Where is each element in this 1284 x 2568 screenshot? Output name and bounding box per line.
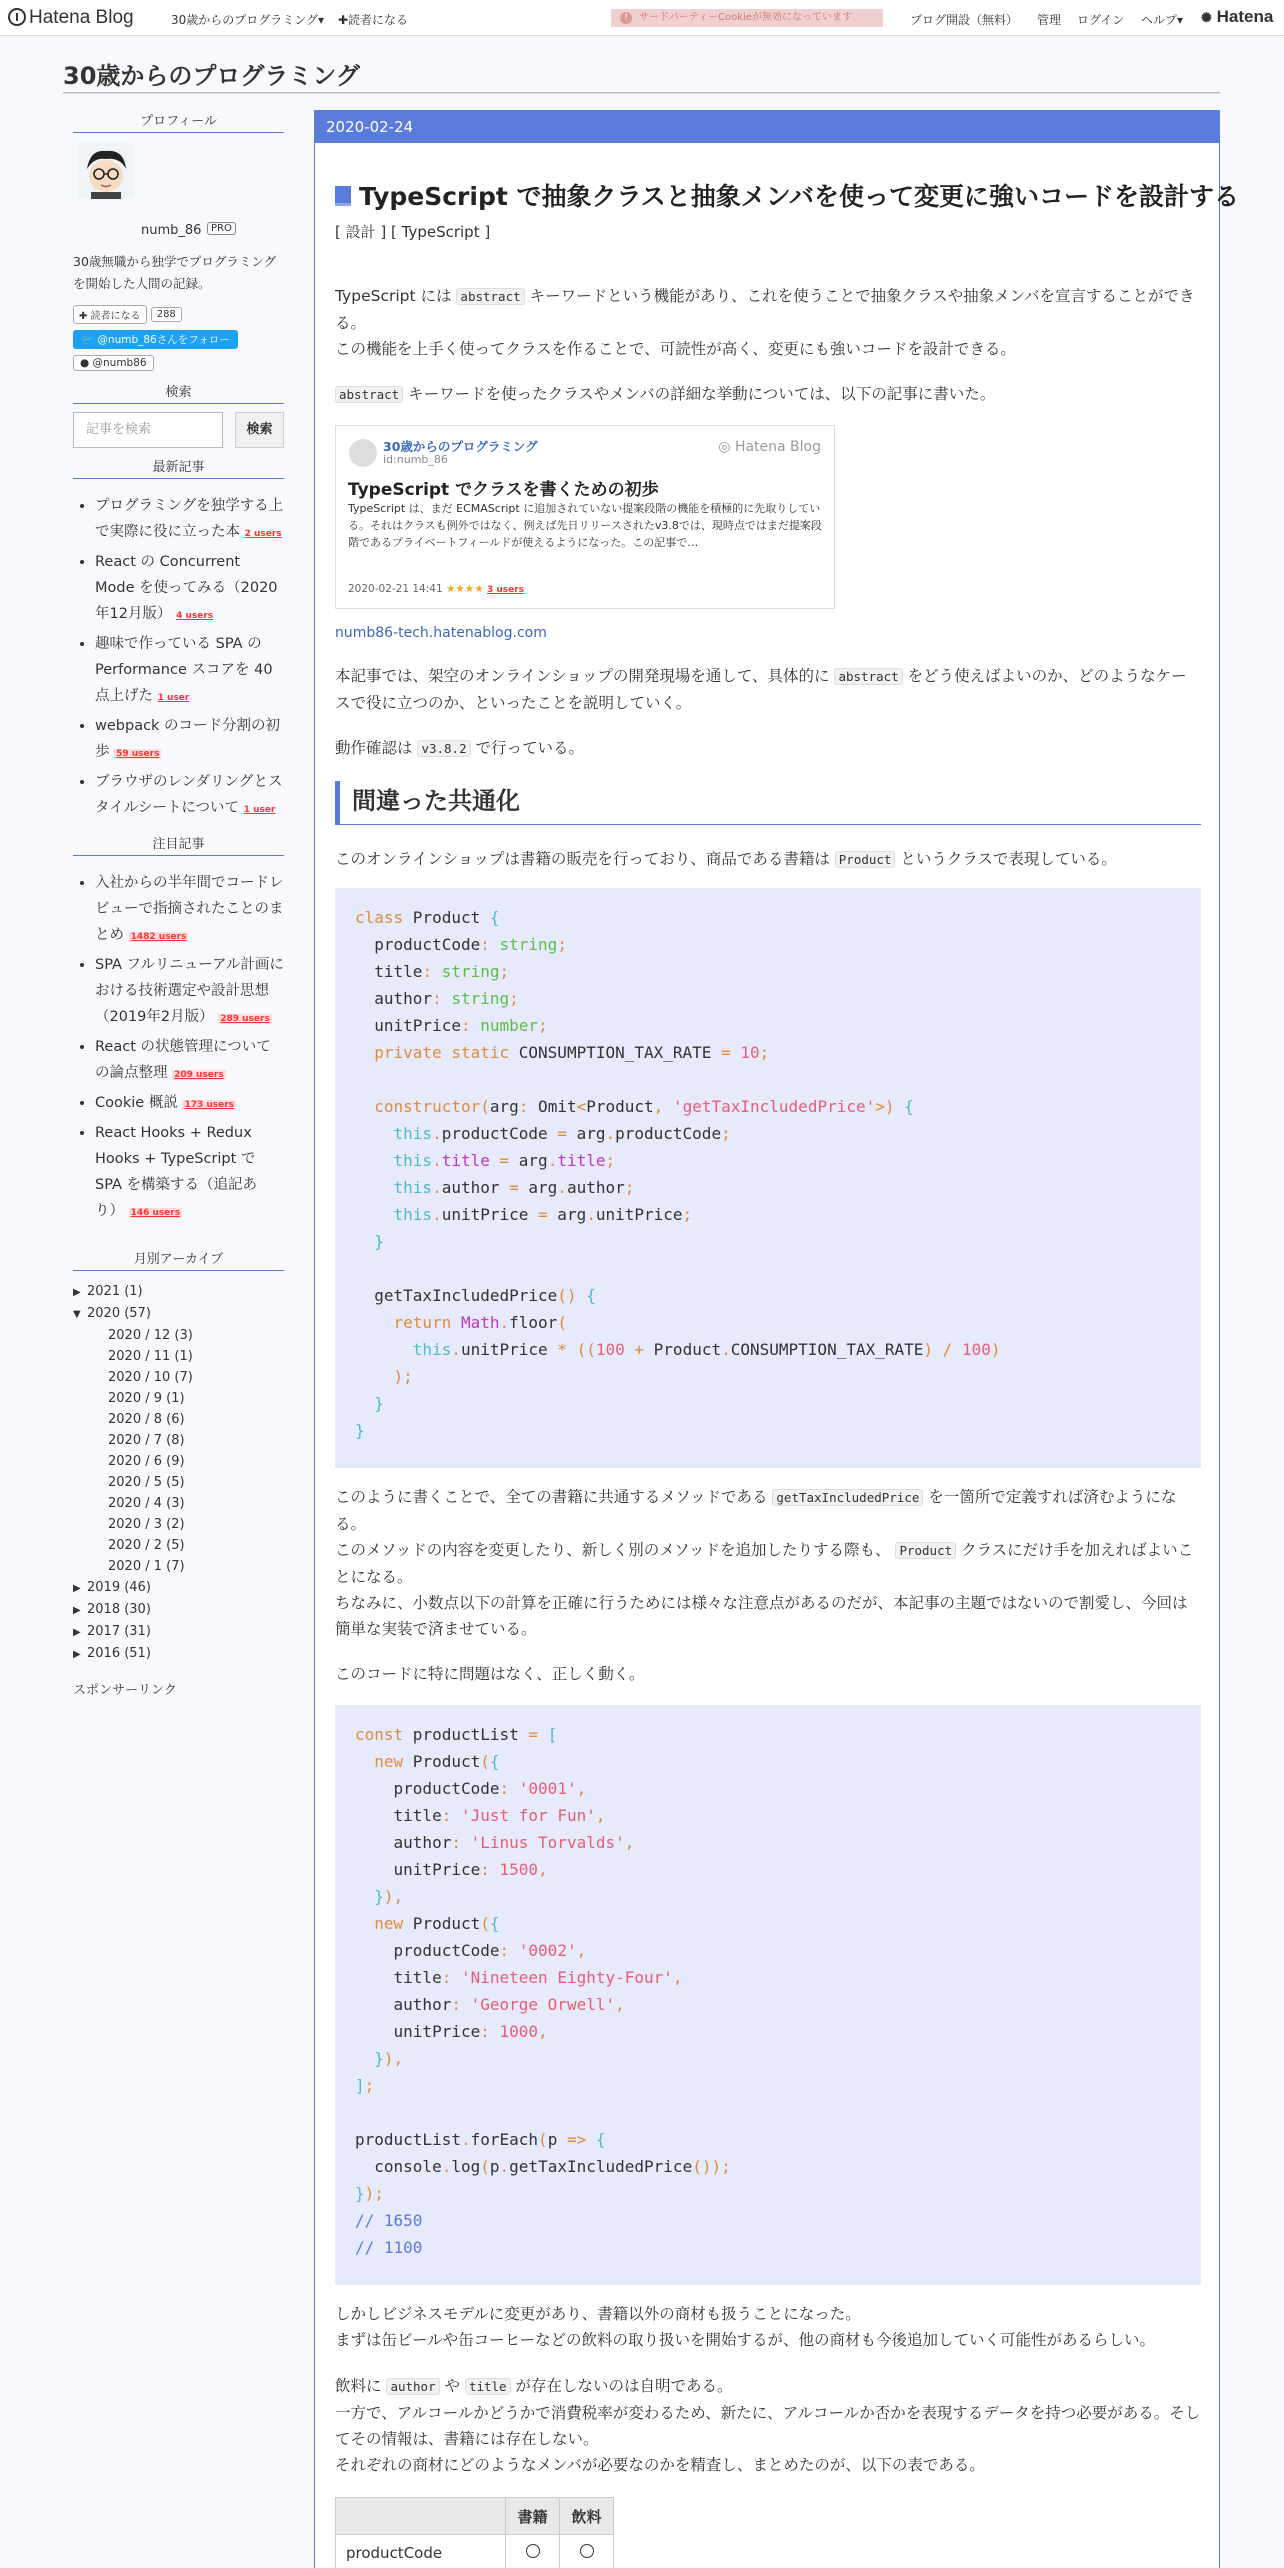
search-button[interactable]: 検索: [235, 412, 284, 448]
article-link[interactable]: SPA フルリニューアル計画における技術選定や設計思想（2019年2月版）: [95, 957, 284, 1025]
article-list-item[interactable]: [95, 1090, 284, 1118]
bookmark-count[interactable]: 173 users: [184, 1100, 235, 1110]
cookie-notice[interactable]: ! サードパーティーCookieが無効になっています: [611, 9, 883, 27]
github-button[interactable]: ● @numb86: [73, 355, 154, 371]
hatena-logo[interactable]: ✺ Hatena: [1201, 7, 1274, 26]
code-block-product-list[interactable]: const productList = [ new Product({ productCode: '0001', title: 'Just for Fun', author: 'Linus Torvalds', unitPrice: 1500, }), new Product({ productCode: '0002', title: 'Nineteen Eighty-Four', author: 'George Orwell', unitPrice: 1000, }), ]; productList.forEach(p => { console.log(p.getTaxIncludedPrice()); }); // 1650 // 1100: [335, 1705, 1201, 2285]
article-list-item[interactable]: [95, 870, 284, 950]
card-meta: 2020-02-21 14:41 ★★★★ 3 users: [348, 583, 525, 595]
open-blog-link[interactable]: ブログ開設（無料）: [910, 13, 1019, 27]
search-input[interactable]: 記事を検索: [73, 412, 223, 448]
article: [314, 110, 1240, 2568]
card-source-link[interactable]: numb86-tech.hatenablog.com: [335, 625, 547, 641]
article-link[interactable]: Cookie 概説: [95, 1095, 183, 1111]
bookmark-count[interactable]: 1482 users: [130, 932, 187, 942]
bookmark-count[interactable]: 146 users: [130, 1208, 181, 1218]
avatar-image: [78, 143, 134, 199]
card-user-id: id:numb_86: [383, 453, 448, 466]
paragraph-intro2: abstract キーワードを使ったクラスやメンバの詳細な挙動については、以下の記事に書いた。: [335, 381, 1201, 408]
archive-month[interactable]: 2020 / 6 (9): [108, 1454, 185, 1469]
sidebar: [73, 110, 284, 1698]
collapsed-triangle-icon[interactable]: ▶: [73, 1649, 81, 1660]
archive-heading: 月別アーカイブ: [73, 1248, 284, 1271]
article-link[interactable]: webpack のコード分割の初歩: [95, 718, 281, 760]
article-list-item[interactable]: [95, 769, 284, 823]
search-heading: 検索: [73, 381, 284, 404]
article-list-item[interactable]: [95, 631, 284, 711]
table-header-drink: 飲料: [560, 2498, 614, 2535]
profile-module: [73, 139, 284, 269]
archive-month[interactable]: 2020 / 3 (2): [108, 1517, 185, 1532]
article-list-item[interactable]: [95, 493, 284, 547]
bookmark-count[interactable]: 4 users: [176, 611, 214, 621]
featured-list: [73, 870, 284, 1226]
twitter-follow-button[interactable]: 🐦 @numb_86さんをフォロー: [73, 330, 238, 349]
github-icon: ●: [80, 357, 90, 369]
login-link[interactable]: ログイン: [1077, 13, 1125, 27]
title-marker-icon: [335, 186, 351, 206]
blog-card[interactable]: [335, 425, 835, 609]
paragraph-4: 動作確認は v3.8.2 で行っている。: [335, 739, 585, 757]
collapsed-triangle-icon[interactable]: ▶: [73, 1287, 81, 1298]
help-menu[interactable]: ヘルプ▾: [1141, 13, 1184, 27]
code-block-product-class[interactable]: class Product { productCode: string; title: string; author: string; unitPrice: number; private static CONSUMPTION_TAX_RATE = 10; constructor(arg: Omit<Product, 'getTaxIncludedPrice'>) { this.productCode = arg.productCode; this.title = arg.title; this.author = arg.author; this.unitPrice = arg.unitPrice; } getTaxIncludedPrice() { return Math.floor( this.unitPrice * ((100 + Product.CONSUMPTION_TAX_RATE) / 100) ); } }: [335, 888, 1201, 1468]
bookmark-count[interactable]: 1 user: [243, 805, 276, 815]
card-hatena-logo: ◎ Hatena Blog: [718, 439, 821, 455]
archive-month[interactable]: 2020 / 2 (5): [108, 1538, 185, 1553]
featured-heading: 注目記事: [73, 833, 284, 856]
title-divider: [63, 92, 1220, 94]
collapsed-triangle-icon[interactable]: ▶: [73, 1627, 81, 1638]
archive-month[interactable]: 2020 / 12 (3): [108, 1328, 193, 1343]
paragraph-9: 飲料に author や title が存在しないのは自明である。 一方で、アルコールかどうかで消費税率が変わるため、新たに、アルコールか否かを表現するデータを持つ必要がある。そしてその情報は、書籍には存在しない。 それぞれの商材にどのようなメンバが必要なのかを精査し、まとめたのが、以下の表である。: [335, 2377, 1201, 2474]
admin-link[interactable]: 管理: [1037, 13, 1062, 27]
card-avatar: [349, 439, 377, 467]
card-title[interactable]: TypeScript でクラスを書くための初歩: [348, 480, 659, 500]
hatena-blog-logo[interactable]: Hatena Blog: [8, 7, 134, 29]
article-link[interactable]: React Hooks + Redux Hooks + TypeScript で SPA を構築する（追記あり）: [95, 1125, 258, 1219]
global-header: [0, 0, 1284, 36]
article-link[interactable]: 入社からの半年間でコードレビューで指摘されたことのまとめ: [95, 875, 284, 943]
archive-year[interactable]: ▶ 2018 (30): [73, 1599, 284, 1621]
card-blog-name[interactable]: 30歳からのプログラミング: [383, 439, 538, 454]
archive-month[interactable]: 2020 / 8 (6): [108, 1412, 185, 1427]
paragraph-6: このように書くことで、全ての書籍に共通するメソッドである getTaxIncludedPrice を一箇所で定義すれば済むようになる。 このメソッドの内容を変更したり、新しく別のメソッドを追加したりする際も、 Product クラスにだけ手を加えればよいことになる。 ちなみに、小数点以下の計算を正確に行うためには様々な注意点があるのだが、本記事の主題ではないので割愛し、今回は簡単な実装で済ませている。: [335, 1488, 1194, 1638]
table-header-book: 書籍: [506, 2498, 560, 2535]
section-heading: 間違った共通化: [335, 781, 1201, 825]
bookmark-count[interactable]: 289 users: [220, 1014, 270, 1024]
pro-badge: PRO: [207, 222, 236, 235]
profile-description: 30歳無職から独学でプログラミングを開始した人間の記録。: [73, 254, 277, 291]
article-link[interactable]: 趣味で作っている SPA の Performance スコアを 40 点上げた: [95, 636, 273, 704]
hatena-logo-icon: ✺: [1201, 10, 1212, 25]
table-cell-label: productCode: [336, 2535, 506, 2568]
bookmark-count[interactable]: 59 users: [116, 749, 160, 759]
article-list-item[interactable]: [95, 549, 284, 629]
sponsor-label: スポンサーリンク: [73, 1683, 177, 1698]
article-list-item[interactable]: [95, 952, 284, 1032]
card-bookmark-count[interactable]: 3 users: [486, 585, 525, 595]
article-list-item[interactable]: [95, 713, 284, 767]
subscriber-count[interactable]: 288: [151, 307, 182, 322]
bookmark-count[interactable]: 209 users: [174, 1070, 224, 1080]
members-table: [335, 2497, 614, 2568]
card-excerpt: TypeScript は、まだ ECMAScript に追加されていない提案段階の機能を積極的に先取りしている。それはクラスも例外ではなく、例えば先日リリースされたv3.8では、現時点ではまだ提案段階であるプライベートフィールドが使えるようになった。この記事で…: [348, 502, 822, 549]
archive-list: [73, 1281, 284, 1665]
subscribe-row: [73, 305, 284, 324]
recent-list: [73, 493, 284, 823]
article-categories[interactable]: [ 設計 ] [ TypeScript ]: [335, 223, 491, 241]
archive-year[interactable]: ▶ 2017 (31): [73, 1621, 284, 1643]
paragraph-3: 本記事では、架空のオンラインショップの開発現場を通して、具体的に abstract をどう使えばよいのか、どのようなケースで役に立つのか、といったことを説明していく。: [335, 667, 1187, 712]
article-link[interactable]: ブラウザのレンダリングとスタイルシートについて: [95, 774, 283, 816]
profile-name[interactable]: numb_86: [141, 223, 202, 238]
archive-month[interactable]: 2020 / 1 (7): [108, 1559, 185, 1574]
hatena-blog-logo-icon: [8, 8, 26, 26]
paragraph-8: しかしビジネスモデルに変更があり、書籍以外の商材も扱うことになった。 まずは缶ビールや缶コーヒーなどの飲料の取り扱いを開始するが、他の商材も今後追加していく可能性があるらしい。: [335, 2305, 1155, 2349]
table-row: [336, 2535, 614, 2568]
archive-month[interactable]: 2020 / 9 (1): [108, 1391, 185, 1406]
recent-heading: 最新記事: [73, 456, 284, 479]
article-link[interactable]: プログラミングを独学する上で実際に役に立った本: [95, 498, 284, 540]
circle-mark-icon: [580, 2544, 594, 2558]
table-corner: [336, 2498, 506, 2535]
table-cell-book: [506, 2535, 560, 2568]
table-cell-drink: [560, 2535, 614, 2568]
article-list-item[interactable]: [95, 1034, 284, 1088]
paragraph-intro1: TypeScript には abstract キーワードという機能があり、これを使うことで抽象クラスや抽象メンバを宣言することができる。 この機能を上手く使ってクラスを作ることで、可読性が高く、変更にも強いコードを設計できる。: [335, 287, 1195, 358]
subscribe-link[interactable]: ✚読者になる: [338, 13, 409, 27]
article-title[interactable]: TypeScript で抽象クラスと抽象メンバを使って変更に強いコードを設計する: [335, 177, 1239, 213]
archive-year[interactable]: ▼ 2020 (57): [73, 1303, 284, 1325]
avatar[interactable]: [78, 143, 134, 199]
twitter-icon: 🐦: [81, 334, 95, 346]
search-module: [73, 410, 284, 452]
archive-year[interactable]: ▶ 2019 (46): [73, 1577, 284, 1599]
blog-title[interactable]: 30歳からのプログラミング: [63, 62, 360, 90]
collapsed-triangle-icon[interactable]: ▶: [73, 1583, 81, 1594]
blog-menu[interactable]: 30歳からのプログラミング▾: [171, 13, 325, 27]
article-link[interactable]: React の状態管理についての論点整理: [95, 1039, 271, 1081]
bookmark-count[interactable]: 2 users: [244, 529, 282, 539]
archive-month[interactable]: 2020 / 5 (5): [108, 1475, 185, 1490]
archive-month[interactable]: 2020 / 7 (8): [108, 1433, 185, 1448]
article-link[interactable]: React の Concurrent Mode を使ってみる（2020年12月版）: [95, 554, 278, 622]
archive-year[interactable]: ▶ 2016 (51): [73, 1643, 284, 1665]
circle-mark-icon: [526, 2544, 540, 2558]
bookmark-count[interactable]: 1 user: [157, 693, 190, 703]
subscribe-button[interactable]: ✚ 読者になる: [73, 305, 147, 324]
collapsed-triangle-icon[interactable]: ▶: [73, 1605, 81, 1616]
profile-heading: プロフィール: [73, 110, 284, 133]
paragraph-5: このオンラインショップは書籍の販売を行っており、商品である書籍は Product というクラスで表現している。: [335, 850, 1117, 868]
archive-month[interactable]: 2020 / 11 (1): [108, 1349, 193, 1364]
article-list-item[interactable]: [95, 1120, 284, 1226]
paragraph-7: このコードに特に問題はなく、正しく動く。: [335, 1665, 645, 1683]
warning-icon: !: [620, 12, 632, 24]
archive-month[interactable]: 2020 / 4 (3): [108, 1496, 185, 1511]
expanded-triangle-icon[interactable]: ▼: [73, 1309, 81, 1320]
archive-year[interactable]: ▶ 2021 (1): [73, 1281, 284, 1303]
archive-month[interactable]: 2020 / 10 (7): [108, 1370, 193, 1385]
article-date[interactable]: 2020-02-24: [315, 111, 1219, 143]
star-icon: ★★★★: [445, 583, 484, 595]
